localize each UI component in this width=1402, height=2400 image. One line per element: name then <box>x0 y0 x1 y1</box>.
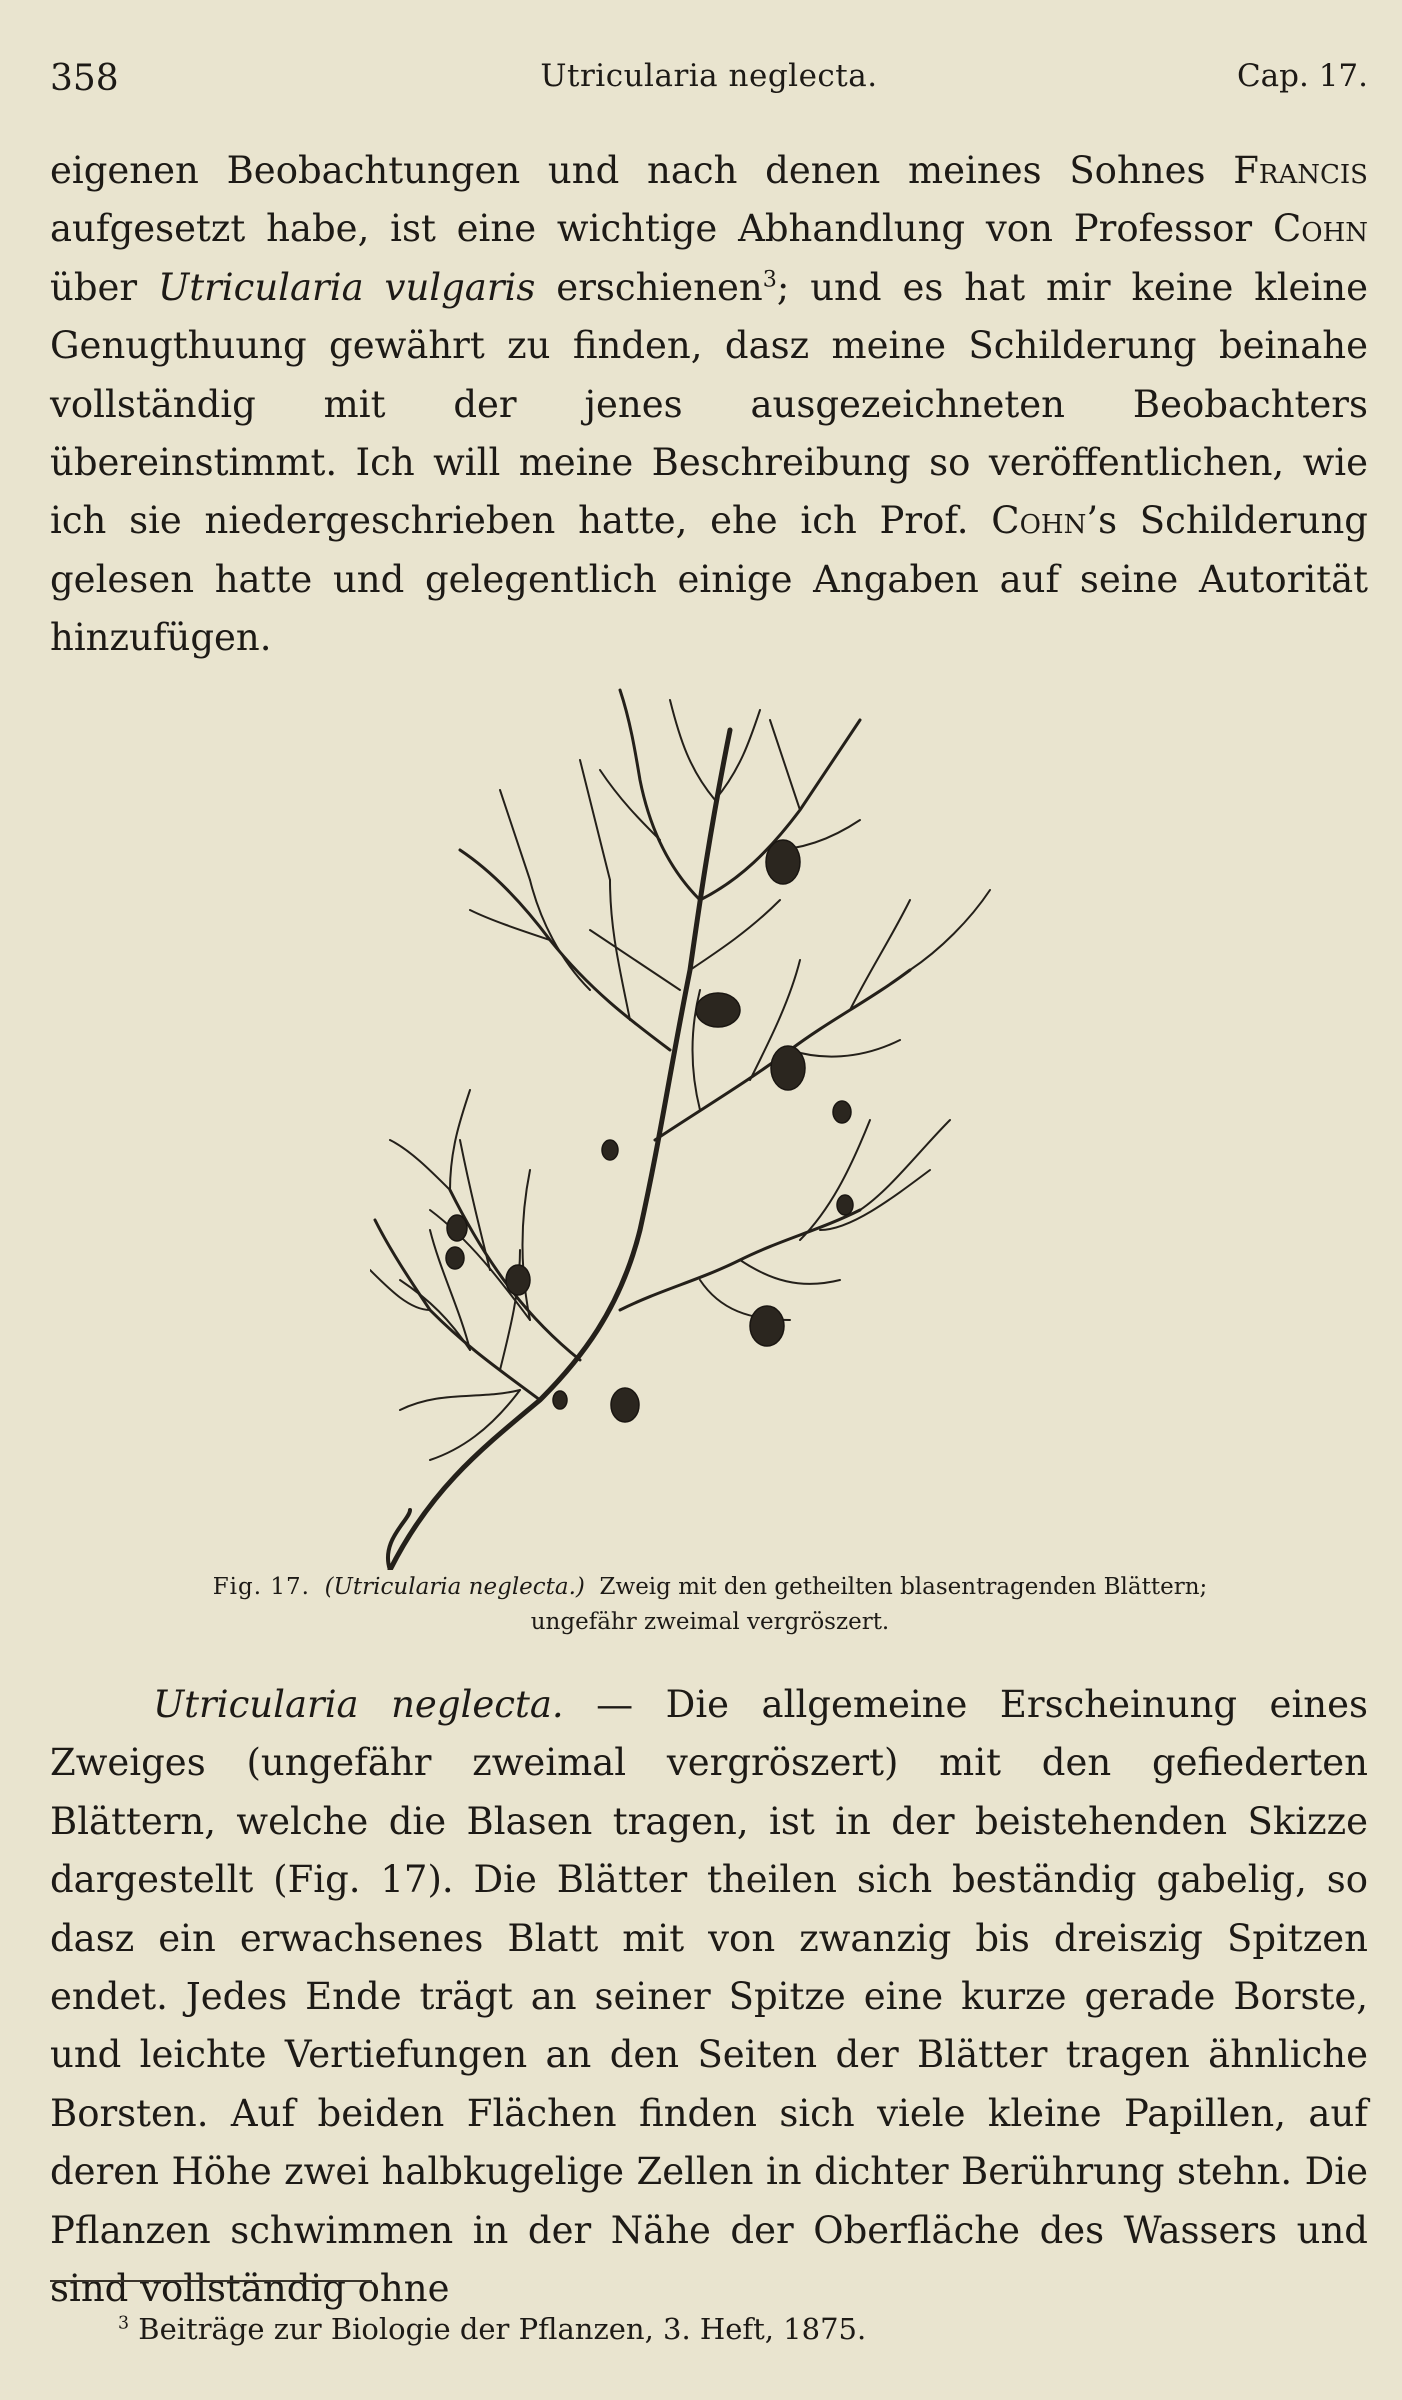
text-run: ’s Schilderung gelesen hatte und gelegentlich einige Angaben auf seine Autorität hinzufügen. <box>50 499 1368 660</box>
figure-illustration <box>370 670 1050 1570</box>
footnote-ref: 3 <box>762 266 777 293</box>
species-name: Utricularia vulgaris <box>158 265 536 309</box>
name-francis: Francis <box>1233 149 1368 192</box>
description-paragraph <box>50 1676 1368 2318</box>
name-cohn: Cohn <box>991 499 1087 543</box>
footnote-rule <box>50 2280 372 2282</box>
text-run: — Die allgemeine Erscheinung eines Zweiges (ungefähr zweimal vergröszert) mit den gefiederten Blättern, welche die Blasen tragen, ist in der beistehenden Skizze dargestellt (Fig. 17). Die Blätter theilen sich beständig gabelig, so dasz ein erwachsenes Blatt mit von zwanzig bis dreiszig Spitzen endet. Jedes Ende trägt an seiner Spitze eine kurze gerade Borste, und leichte Vertiefungen an den Seiten der Blätter tragen ähnliche Borsten. Auf beiden Flächen finden sich viele kleine Papillen, auf deren Höhe zwei halbkugelige Zellen in dichter Berührung stehn. Die Pflanzen schwimmen in der Nähe der Oberfläche des Wassers und sind vollständig ohne <box>50 1683 1368 2311</box>
bladder <box>553 1391 567 1409</box>
bladder <box>771 1046 805 1090</box>
bladder <box>602 1140 618 1160</box>
bladders <box>446 840 853 1422</box>
stem-branches <box>370 690 990 1570</box>
caption-text: Zweig mit den getheilten blasentragenden Blättern; <box>599 1574 1208 1600</box>
footnote-text: Beiträge zur Biologie der Pflanzen, 3. Heft, 1875. <box>129 2312 867 2346</box>
bladder <box>766 840 800 884</box>
footnote-marker: 3 <box>118 2313 130 2334</box>
chapter-label: Cap. 17. <box>1236 58 1368 94</box>
text-run: eigenen Beobachtungen und nach denen meines Sohnes <box>50 149 1234 192</box>
text-run: über <box>50 265 159 309</box>
text-run: ; und es hat mir keine kleine Genugthuung gewährt zu finden, dasz meine Schilderung beinahe vollständig mit der jenes ausgezeichneten Beobachters übereinstimmt. Ich will meine Beschreibung so veröffentlichen, wie ich sie niedergeschrieben hatte, ehe ich Prof. <box>50 265 1369 543</box>
bladder <box>833 1101 851 1123</box>
running-title: Utricularia neglecta. <box>540 58 878 94</box>
page-number: 358 <box>50 58 119 99</box>
caption-line-2: ungefähr zweimal vergröszert. <box>530 1609 890 1635</box>
intro-paragraph <box>50 142 1368 668</box>
name-cohn: Cohn <box>1272 207 1368 251</box>
figure-label: Fig. 17. <box>212 1574 310 1600</box>
caption-species: (Utricularia neglecta.) <box>324 1574 585 1600</box>
bladder <box>696 993 740 1027</box>
utricularia-branch-drawing <box>370 670 1050 1570</box>
bladder <box>611 1388 639 1422</box>
bladder <box>837 1195 853 1215</box>
text-run: erschienen <box>535 265 763 309</box>
bladder <box>750 1306 784 1346</box>
footnote <box>118 2312 866 2346</box>
bladder <box>446 1247 464 1269</box>
bladder <box>506 1265 530 1295</box>
bladder <box>447 1215 467 1241</box>
figure-caption <box>130 1570 1290 1640</box>
page-header <box>50 58 1368 108</box>
species-heading: Utricularia neglecta. <box>153 1683 564 1726</box>
caption-line-1 <box>130 1570 1290 1605</box>
text-run: aufgesetzt habe, ist eine wichtige Abhandlung von Professor <box>50 207 1273 251</box>
